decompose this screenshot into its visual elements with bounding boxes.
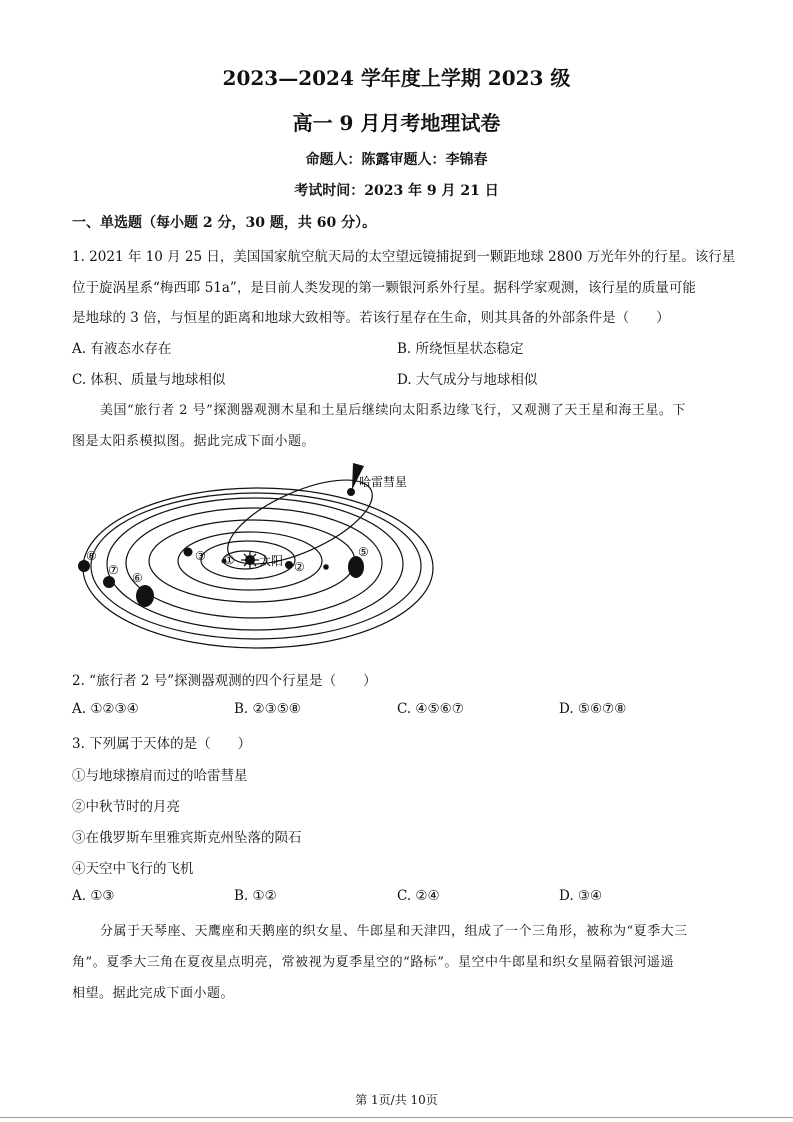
section-heading: 一、单选题（每小题 2 分，30 题，共 60 分）。 [72, 215, 377, 231]
label-5: ⑤ [358, 545, 369, 559]
q1-line2: 位于旋涡星系“梅西耶 51a”，是目前人类发现的第一颗银河系外行星。据科学家观测，该行星的质量可能 [72, 280, 696, 296]
planet-4 [323, 564, 329, 570]
exam-authors: 命题人：陈露审题人：李锦春 [305, 152, 488, 168]
orbit-8 [83, 488, 433, 648]
solar-system-figure [60, 455, 440, 650]
page-number: 第 1页/共 10页 [355, 1093, 438, 1107]
q1-option-d: D. 大气成分与地球相似 [397, 372, 538, 388]
exam-time: 考试时间：2023 年 9 月 21 日 [294, 183, 499, 199]
label-7: ⑦ [108, 563, 119, 577]
q3-option-a: A. ①③ [72, 888, 115, 904]
intro2-line3: 相望。据此完成下面小题。 [72, 986, 235, 1001]
q2-option-a: A. ①②③④ [72, 701, 139, 717]
label-6: ⑥ [132, 571, 143, 585]
q3-stem: 3. 下列属于天体的是（ ） [72, 736, 252, 752]
bottom-rule [0, 1117, 793, 1118]
q3-option-c: C. ②④ [397, 888, 440, 904]
q3-item-2: ②中秋节时的月亮 [72, 799, 180, 815]
q2-option-d: D. ⑤⑥⑦⑧ [559, 701, 627, 717]
comet-label: 哈雷彗星 [359, 475, 408, 489]
label-8: ⑧ [86, 549, 97, 563]
sun-icon [241, 551, 259, 569]
q1-option-c: C. 体积、质量与地球相似 [72, 372, 226, 388]
q3-option-d: D. ③④ [559, 888, 603, 904]
q1-line1: 1. 2021 年 10 月 25 日，美国国家航空航天局的太空望远镜捕捉到一颗距地球 2800 万光年外的行星。该行星 [72, 249, 736, 265]
label-1: ① [224, 553, 235, 567]
q2-option-b: B. ②③⑤⑧ [234, 701, 301, 717]
planet-6 [136, 585, 154, 607]
q1-option-b: B. 所绕恒星状态稳定 [397, 341, 524, 357]
exam-title-subject: 高一 9 月月考地理试卷 [292, 111, 501, 135]
q3-item-3: ③在俄罗斯车里雅宾斯克州坠落的陨石 [72, 830, 302, 846]
q3-item-4: ④天空中飞行的飞机 [72, 861, 194, 877]
q1-line3: 是地球的 3 倍，与恒星的距离和地球大致相等。若该行星存在生命，则其具备的外部条件是（ ） [72, 310, 670, 326]
q2-stem: 2. “旅行者 2 号”探测器观测的四个行星是（ ） [72, 673, 377, 689]
intro2-line2: 角”。夏季大三角在夏夜星点明亮，常被视为夏季星空的“路标”。星空中牛郎星和织女星隔着银河遥遥 [72, 955, 674, 970]
intro1-line1: 美国“旅行者 2 号”探测器观测木星和土星后继续向太阳系边缘飞行，又观测了天王星和海王星。下 [100, 403, 686, 418]
q2-option-c: C. ④⑤⑥⑦ [397, 701, 464, 717]
q3-item-1: ①与地球擦肩而过的哈雷彗星 [72, 768, 248, 784]
sun-label: 太阳 [259, 554, 284, 568]
planet-7 [103, 576, 115, 588]
label-3: ③ [195, 549, 206, 563]
intro1-line2: 图是太阳系模拟图。据此完成下面小题。 [72, 434, 316, 449]
intro2-line1: 分属于天琴座、天鹰座和天鹅座的织女星、牛郎星和天津四，组成了一个三角形，被称为“夏季大三 [100, 924, 688, 939]
planet-3 [184, 548, 193, 557]
planet-5 [348, 556, 364, 578]
q1-option-a: A. 有液态水存在 [72, 341, 172, 357]
planet-2 [285, 561, 293, 569]
exam-title-year: 2023—2024 学年度上学期 2023 级 [222, 66, 571, 90]
q3-option-b: B. ①② [234, 888, 277, 904]
label-2: ② [294, 560, 305, 574]
